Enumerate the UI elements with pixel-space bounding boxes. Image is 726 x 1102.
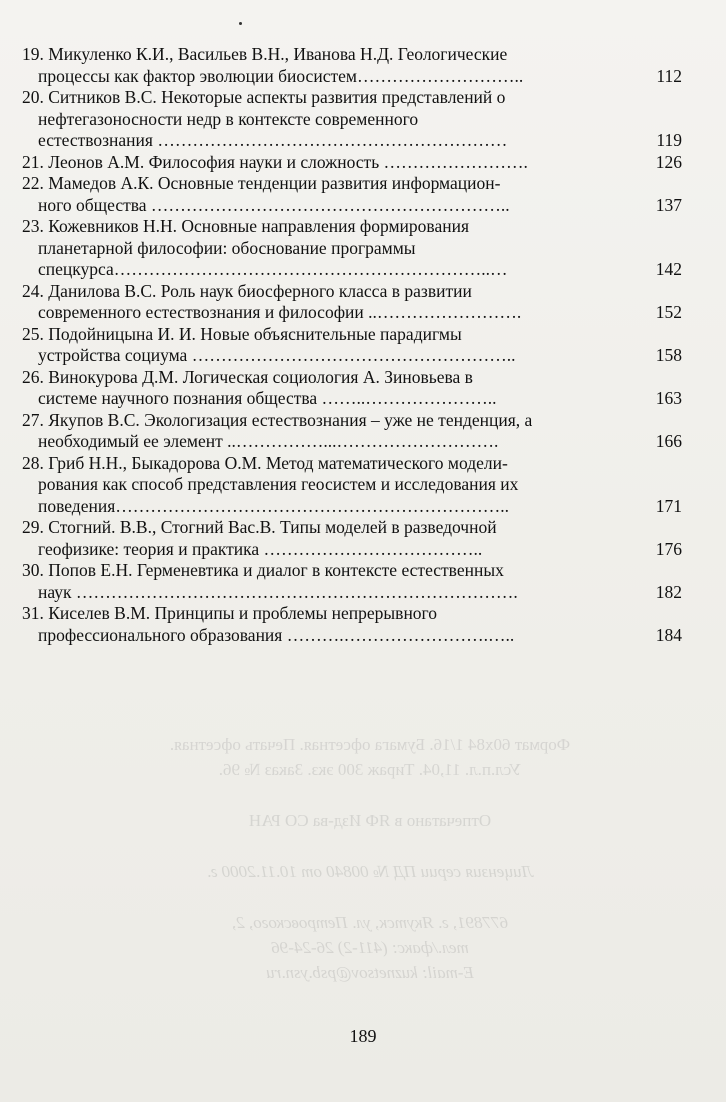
toc-entry	[22, 603, 682, 646]
toc-entry	[22, 410, 682, 453]
toc-entry-line	[22, 345, 682, 367]
toc-entry-text: планетарной философии: обоснование программы	[38, 237, 416, 258]
toc-entry-line	[22, 259, 682, 281]
toc-entry-text: 24. Данилова В.С. Роль наук биосферного класса в развитии	[22, 280, 472, 301]
toc-entry-line	[22, 130, 682, 152]
toc-entry-text: 27. Якупов В.С. Экологизация естествознания – уже не тенденция, а	[22, 409, 533, 430]
toc-entry-text: системе научного познания общества ……..…………………..	[38, 388, 497, 408]
toc-entry-text: 26. Винокурова Д.М. Логическая социология А. Зиновьева в	[22, 366, 473, 387]
toc-entry-text: 28. Гриб Н.Н., Быкадорова О.М. Метод математического модели-	[22, 452, 508, 473]
toc-entry-line	[22, 66, 682, 88]
toc-page-number: 184	[655, 624, 682, 645]
toc-entry-line	[22, 216, 682, 238]
print-speck	[239, 22, 242, 25]
toc-entry	[22, 152, 682, 174]
toc-entry-line	[22, 560, 682, 582]
toc-entry-text: профессионального образования ……….…………………….…..	[38, 624, 515, 645]
toc-entry-text: 23. Кожевников Н.Н. Основные направления формирования	[22, 216, 470, 236]
colophon-line: Усл.п.л. 11,04. Тираж 300 экз. Заказ № 96.	[218, 760, 522, 779]
toc-entry-line	[22, 517, 682, 539]
toc-entry-text: 22. Мамедов А.К. Основные тенденции развития информацион-	[22, 173, 501, 193]
toc-page-number: 119	[656, 130, 682, 150]
toc-entry-line	[22, 173, 682, 195]
toc-entry-line	[22, 431, 682, 453]
table-of-contents	[22, 44, 682, 646]
toc-entry	[22, 173, 682, 216]
toc-page-number: 137	[655, 194, 682, 215]
toc-entry-text: нефтегазоносности недр в контексте современного	[38, 108, 419, 129]
toc-entry-text: устройства социума ………………………………………………..	[38, 345, 516, 365]
toc-entry-text: 31. Киселев В.М. Принципы и проблемы непрерывного	[22, 603, 438, 623]
toc-entry-text: 29. Стогний. В.В., Стогний Вас.В. Типы моделей в разведочной	[22, 517, 497, 537]
colophon-line: тел./факс: (411-2) 26-24-96	[271, 938, 469, 957]
toc-entry-line	[22, 281, 682, 303]
colophon-line: E-mail: kuznetsov@psb.ysn.ru	[266, 963, 474, 982]
toc-page-number: 176	[655, 538, 682, 559]
toc-page-number: 142	[655, 259, 682, 279]
toc-page-number: 163	[655, 388, 682, 408]
toc-entry-text: 21. Леонов А.М. Философия науки и сложность …………………….	[22, 151, 528, 172]
toc-page-number: 171	[655, 495, 682, 516]
toc-entry-line	[22, 87, 682, 109]
toc-entry-line	[22, 625, 682, 647]
toc-entry-line	[22, 496, 682, 518]
toc-page-number: 166	[655, 431, 682, 451]
toc-entry-line	[22, 44, 682, 66]
toc-entry-line	[22, 367, 682, 389]
toc-entry-line	[22, 474, 682, 496]
toc-page-number: 182	[655, 581, 682, 602]
toc-entry-text: геофизике: теория и практика ………………………………..	[38, 538, 483, 559]
toc-entry-line	[22, 109, 682, 131]
toc-entry	[22, 367, 682, 410]
colophon-line: Лицензия серии ПД № 00840 от 10.11.2000 г.	[206, 862, 534, 881]
toc-entry-line	[22, 388, 682, 410]
toc-page-number: 112	[656, 65, 682, 86]
toc-entry-text: 30. Попов Е.Н. Герменевтика и диалог в контексте естественных	[22, 560, 504, 580]
toc-entry-line	[22, 152, 682, 174]
toc-entry-text: современного естествознания и философии ..…………………….	[38, 302, 522, 322]
toc-entry-line	[22, 324, 682, 346]
toc-entry-text: поведения…………………………………………………………..	[38, 495, 510, 516]
toc-entry-text: 20. Ситников В.С. Некоторые аспекты развития представлений о	[22, 87, 506, 107]
toc-entry-line	[22, 238, 682, 260]
toc-entry-text: 25. Подойницына И. И. Новые объяснительные парадигмы	[22, 323, 462, 344]
colophon-line: Отпечатано в ЯФ Изд-ва СО РАН	[248, 811, 492, 830]
toc-entry	[22, 87, 682, 152]
toc-entry-text: спецкурса………………………………………………………..…	[38, 259, 508, 279]
toc-entry-text: естествознания ……………………………………………………	[38, 130, 508, 150]
toc-entry-line	[22, 603, 682, 625]
toc-entry	[22, 453, 682, 518]
toc-entry-text: ного общества ……………………………………………………..	[38, 194, 510, 215]
toc-page-number: 158	[655, 345, 682, 365]
show-through-colophon	[150, 732, 590, 985]
colophon-line: 677891, г. Якутск, ул. Петровского, 2,	[231, 913, 509, 932]
toc-entry-line	[22, 302, 682, 324]
toc-entry-line	[22, 582, 682, 604]
toc-entry	[22, 281, 682, 324]
toc-entry-text: процессы как фактор эволюции биосистем………………………..	[38, 65, 524, 86]
page-number: 189	[349, 1026, 377, 1046]
toc-entry-line	[22, 410, 682, 432]
toc-entry-text: необходимый ее элемент ..……………...……………………….	[38, 431, 499, 451]
toc-entry-line	[22, 453, 682, 475]
toc-entry-line	[22, 195, 682, 217]
toc-entry	[22, 44, 682, 87]
colophon-line: Формат 60х84 1/16. Бумага офсетная. Печать офсетная.	[169, 735, 571, 754]
toc-entry	[22, 517, 682, 560]
toc-entry	[22, 324, 682, 367]
toc-page-number: 152	[655, 302, 682, 322]
toc-page-number: 126	[655, 151, 682, 172]
toc-entry	[22, 560, 682, 603]
toc-entry-text: рования как способ представления геосистем и исследования их	[38, 474, 519, 494]
toc-entry	[22, 216, 682, 281]
toc-entry-line	[22, 539, 682, 561]
toc-entry-text: 19. Микуленко К.И., Васильев В.Н., Иванова Н.Д. Геологические	[22, 44, 508, 64]
toc-entry-text: наук ………………………………………………………………….	[38, 581, 518, 602]
